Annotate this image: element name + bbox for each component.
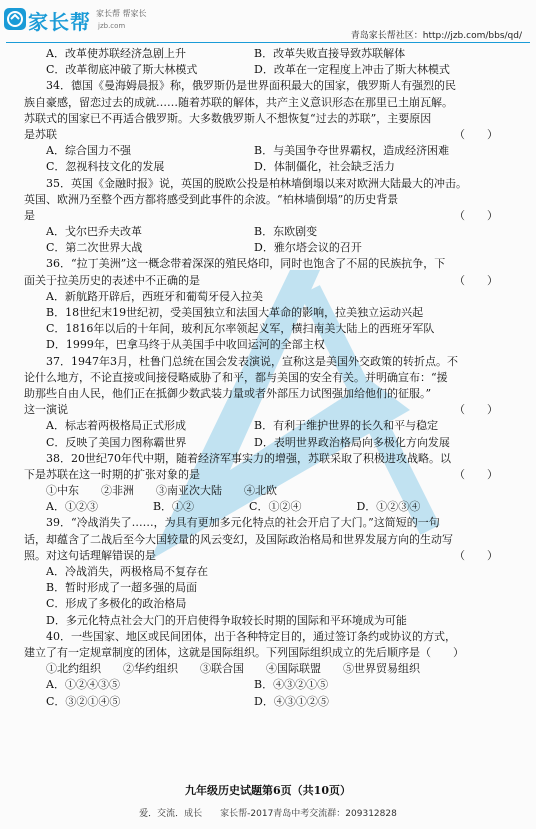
text-line: D．1999年，巴拿马终于从美国手中收回运河的全部主权 bbox=[46, 338, 325, 352]
header-divider bbox=[6, 42, 530, 43]
option-row bbox=[24, 694, 498, 710]
question-stem: 34．德国《曼海姆晨报》称，俄罗斯仍是世界面积最大的国家，俄罗斯人有强烈的民 bbox=[46, 79, 456, 93]
text-line: 苏联式的国家已不再适合俄罗斯。大多数俄罗斯人不想恢复“过去的苏联”，主要原因 bbox=[24, 111, 432, 125]
text-line: 建立了有一定规章制度的团体，这就是国际组织。下列国际组织成立的先后顺序是（ ） bbox=[24, 645, 464, 659]
option: C．反映了美国力图称霸世界 bbox=[46, 435, 187, 449]
jzb-logo-icon bbox=[4, 8, 26, 30]
option: B．改革失败直接导致苏联解体 bbox=[254, 47, 406, 60]
option: C．改革彻底冲破了斯大林模式 bbox=[46, 63, 198, 77]
answer-bracket: （ ） bbox=[454, 403, 498, 417]
text-line: C．1816年以后的十年间，玻利瓦尔率领起义军，横扫南美大陆上的西班牙军队 bbox=[46, 322, 435, 336]
logo-url: jzb.com bbox=[98, 22, 126, 30]
answer-bracket: （ ） bbox=[454, 127, 498, 141]
answer-bracket: （ ） bbox=[454, 273, 498, 287]
question-stem: 40．一些国家、地区或民间团体，出于各种特定目的，通过签订条约或协议的方式， bbox=[46, 629, 456, 643]
option: A．综合国力不强 bbox=[46, 144, 131, 158]
question-stem: 35．英国《金融时报》说，英国的脱欧公投是柏林墙倒塌以来对欧洲大陆最大的冲击。 bbox=[46, 176, 467, 190]
text-line: B．18世纪末19世纪初，受美国独立和法国大革命的影响，拉美独立运动兴起 bbox=[46, 306, 424, 319]
text-line: 下是苏联在这一时期的扩张对象的是 （ ） bbox=[24, 467, 498, 483]
page-number: 九年级历史试题第6页（共10页） bbox=[185, 784, 351, 797]
option: D．改革在一定程度上冲击了斯大林模式 bbox=[254, 63, 450, 77]
community-link[interactable]: 青岛家长帮社区：http://jzb.com/bbs/qd/ bbox=[350, 31, 522, 41]
answer-bracket: （ ） bbox=[454, 548, 498, 562]
answer-bracket: （ ） bbox=[454, 208, 498, 222]
option: A．改革使苏联经济急剧上升 bbox=[46, 47, 186, 60]
page-header bbox=[0, 0, 536, 44]
text-line: 话，却蕴含了二战后至今大国较量的风云变幻，及国际政治格局和世界发展方向的生动写 bbox=[24, 532, 453, 546]
text-line: C．形成了多极化的政治格局 bbox=[46, 597, 187, 611]
option: D．雅尔塔会议的召开 bbox=[254, 241, 362, 255]
text-line: 这一演说 （ ） bbox=[24, 402, 498, 418]
text-line: 是 （ ） bbox=[24, 208, 498, 224]
answer-bracket: （ ） bbox=[454, 467, 498, 481]
text-line: ①北约组织 ②华约组织 ③联合国 ④国际联盟 ⑤世界贸易组织 bbox=[46, 662, 420, 676]
option-row bbox=[24, 677, 498, 693]
option: C．忽视科技文化的发展 bbox=[46, 160, 165, 174]
option: A．戈尔巴乔夫改革 bbox=[46, 225, 142, 239]
text-line: 面关于拉美历史的表述中不正确的是 （ ） bbox=[24, 273, 498, 289]
text-line: 论什么地方，不论直接或间接侵略威胁了和平，都与美国的安全有关。并明确宣布：“援 bbox=[24, 370, 448, 384]
exam-content bbox=[24, 46, 498, 710]
option-row bbox=[24, 224, 498, 240]
text-line: A．①②③ B．①② C．①②④ D．①②③④ bbox=[46, 500, 421, 514]
text-line: 照。对这句话理解错误的是 （ ） bbox=[24, 548, 498, 564]
logo-slogan: 家长帮 帮家长 bbox=[96, 9, 147, 18]
footer-ad: 爱．交流．成长 家长帮-2017青岛中考交流群：209312828 bbox=[139, 809, 397, 819]
question-stem: 36．“拉丁美洲”这一概念带着深深的殖民烙印，同时也饱含了不屈的民族抗争，下 bbox=[46, 257, 446, 271]
text-line: 族自豪感，留恋过去的成就……随着苏联的解体，共产主义意识形态在那里已土崩瓦解。 bbox=[24, 95, 453, 109]
option: A．标志着两极格局正式形成 bbox=[46, 419, 186, 433]
text-line: D．多元化特点社会大门的开启使得争取较长时期的国际和平环境成为可能 bbox=[46, 613, 407, 627]
question-stem: 37．1947年3月，杜鲁门总统在国会发表演说，宣称这是美国外交政策的转折点。不 bbox=[46, 354, 458, 368]
option-row bbox=[24, 46, 498, 62]
text-line: 英国、欧洲乃至整个西方都将感受到此事件的余波。“柏林墙倒塌”的历史背景 bbox=[24, 192, 399, 206]
option: D．表明世界政治格局向多极化方向发展 bbox=[254, 435, 450, 449]
logo-text: 家长帮 bbox=[28, 10, 91, 34]
option: A．①②④③⑤ bbox=[46, 678, 120, 692]
option: B．与美国争夺世界霸权，造成经济困难 bbox=[254, 144, 450, 158]
text-line: 是苏联 （ ） bbox=[24, 127, 498, 143]
option: D．④③①②⑤ bbox=[254, 694, 329, 708]
text-line: A．新航路开辟后，西班牙和葡萄牙侵入拉美 bbox=[46, 289, 263, 303]
text-line: A．冷战消失，两极格局不复存在 bbox=[46, 565, 208, 578]
option: C．第二次世界大战 bbox=[46, 241, 143, 255]
text-line: B．暂时形成了一超多强的局面 bbox=[46, 581, 198, 595]
option-row bbox=[24, 143, 498, 159]
option: B．有利于维护世界的长久和平与稳定 bbox=[254, 419, 439, 433]
question-stem: 39．“冷战消失了……，为具有更加多元化特点的社会开启了大门。”这简短的一句 bbox=[46, 516, 440, 530]
option-row bbox=[24, 435, 498, 451]
option: D．体制僵化，社会缺乏活力 bbox=[254, 160, 395, 174]
option-row bbox=[24, 240, 498, 256]
option-row bbox=[24, 159, 498, 175]
text-line: 助那些自由人民，他们正在抵御少数武装力量或者外部压力试图强加给他们的征服。” bbox=[24, 386, 432, 400]
option-row bbox=[24, 418, 498, 434]
option: B．东欧剧变 bbox=[254, 225, 318, 239]
text-line: ①中东 ②非洲 ③南亚次大陆 ④北欧 bbox=[46, 484, 277, 498]
option: B．④③②①⑤ bbox=[254, 678, 329, 692]
option-row bbox=[24, 62, 498, 78]
option: C．③②①④⑤ bbox=[46, 694, 121, 708]
question-stem: 38．20世纪70年代中期，随着经济军事实力的增强，苏联采取了积极进攻战略。以 bbox=[46, 451, 451, 465]
